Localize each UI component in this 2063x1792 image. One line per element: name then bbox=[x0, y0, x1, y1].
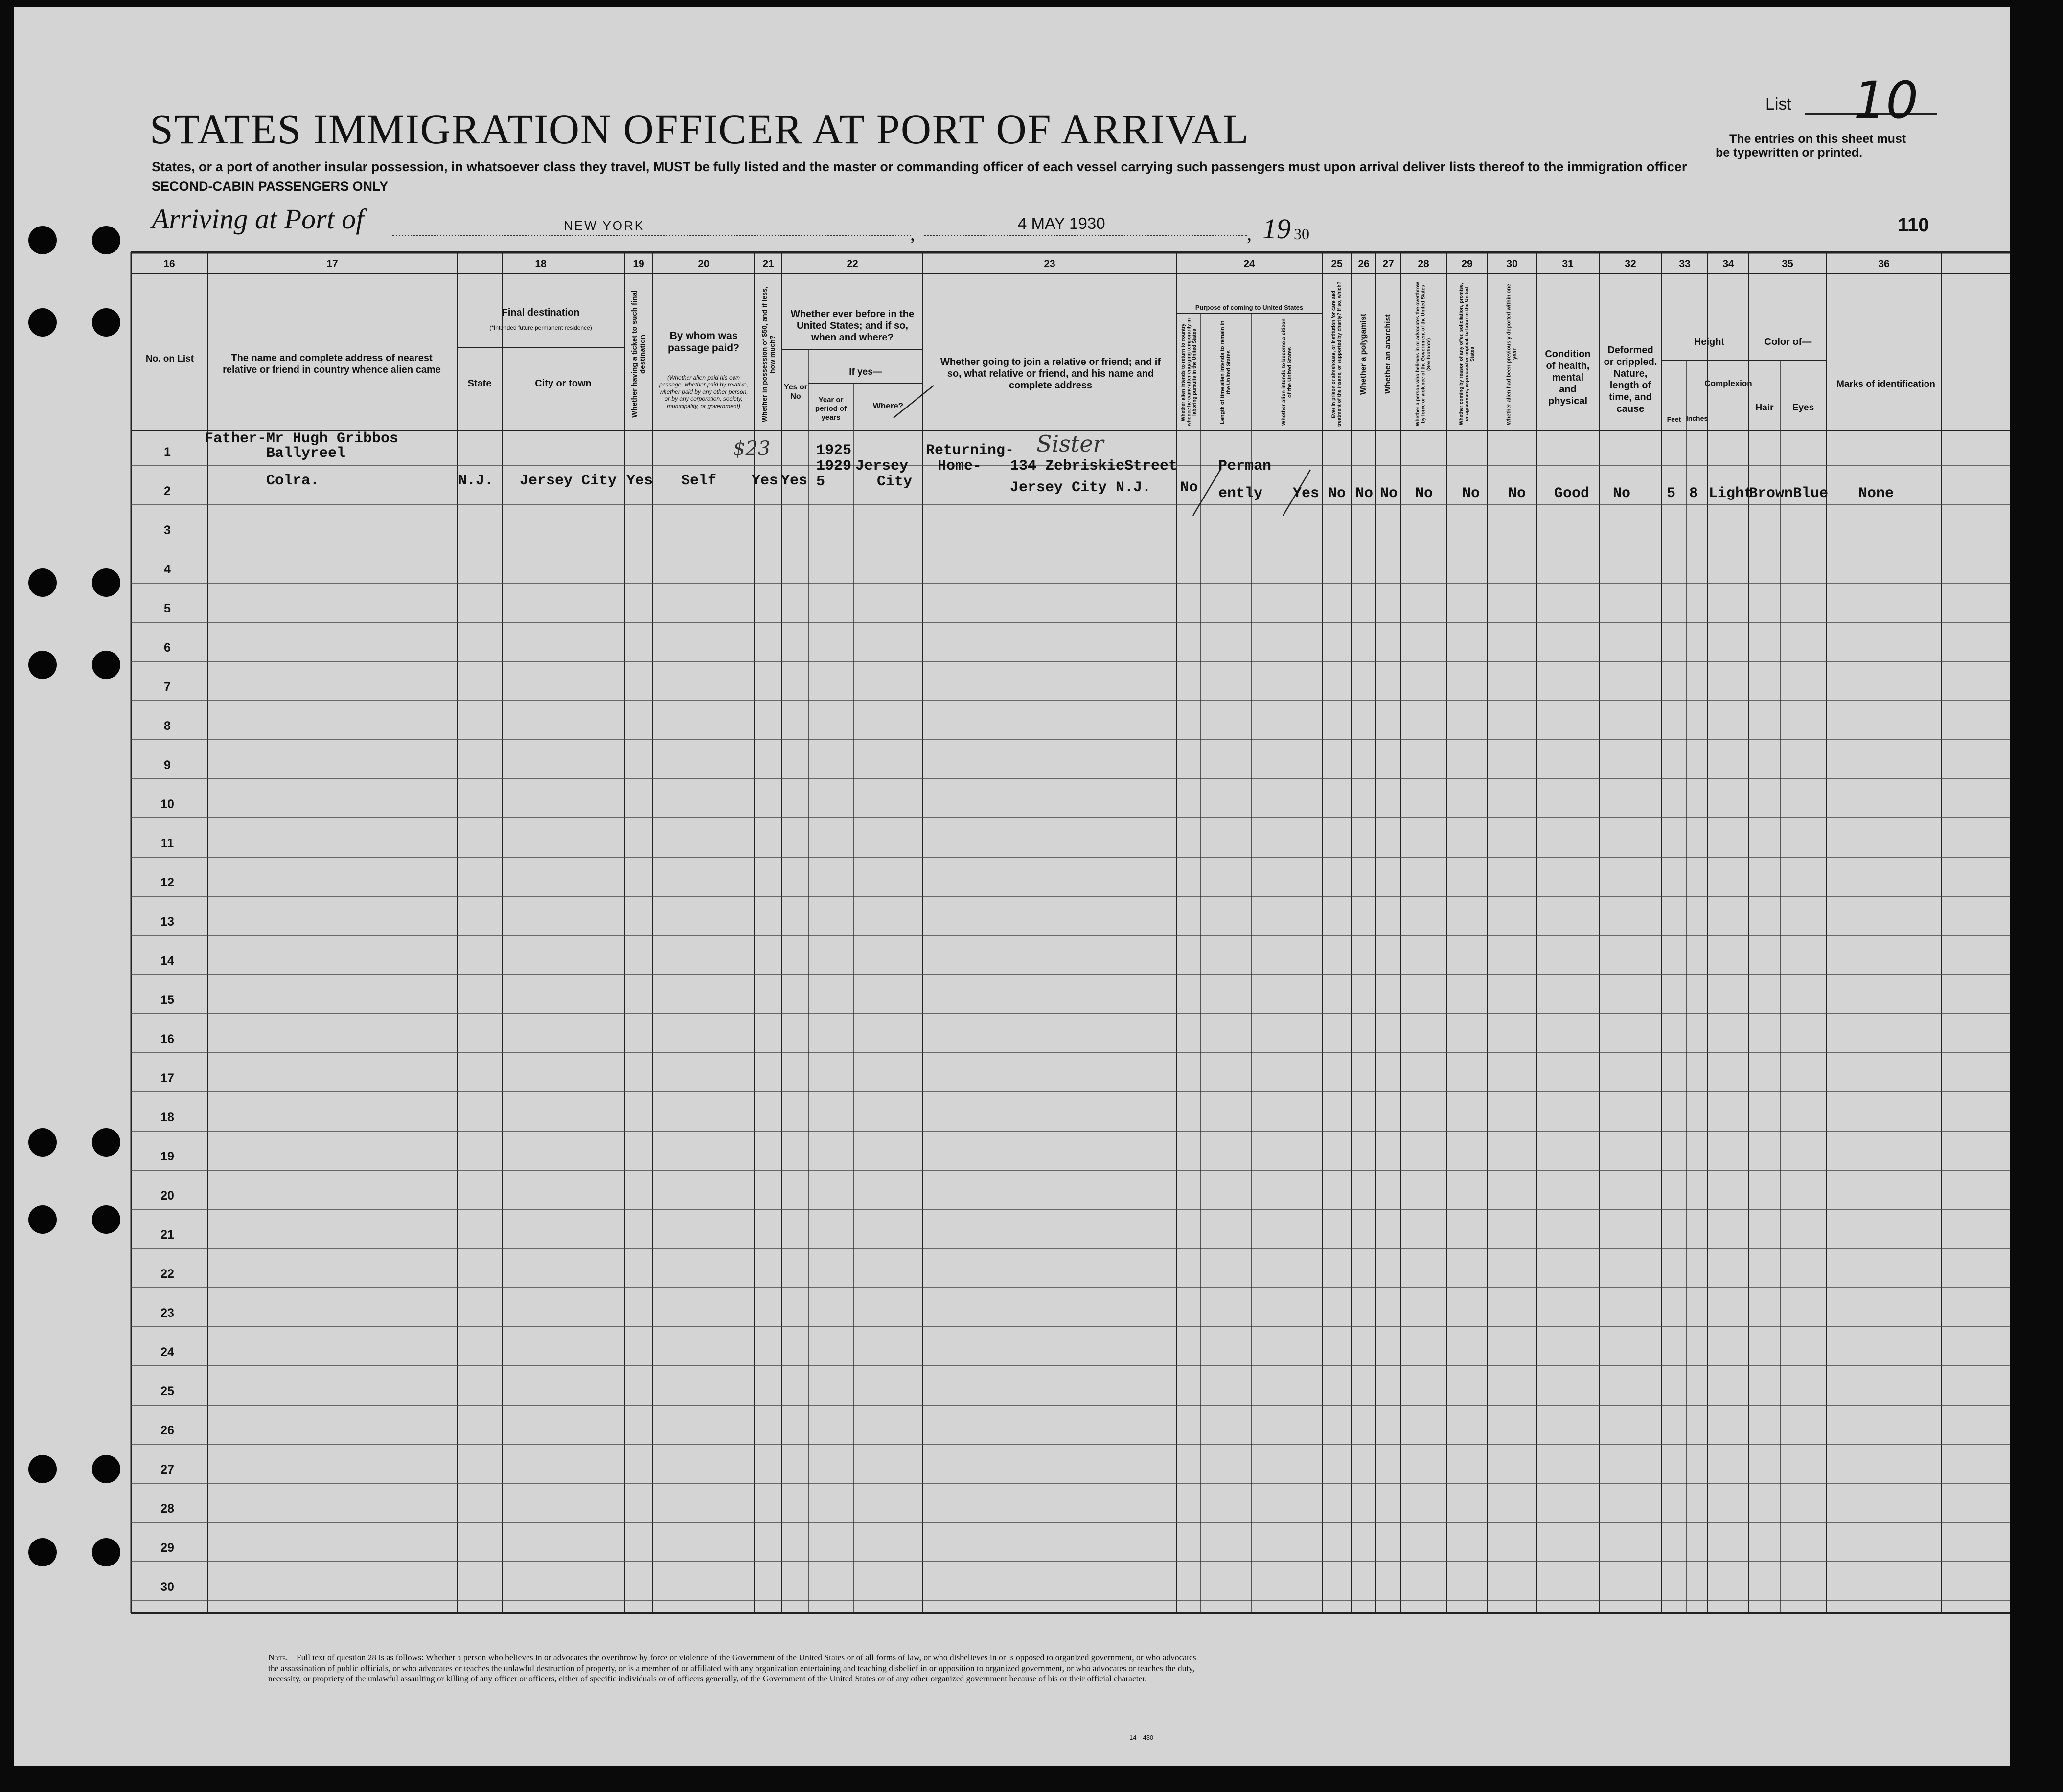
prison-answer: No bbox=[1328, 485, 1346, 502]
col-number: 36 bbox=[1878, 258, 1890, 270]
before-in-us: Yes bbox=[781, 473, 808, 489]
class-label: SECOND-CABIN PASSENGERS ONLY bbox=[152, 179, 389, 194]
year-second: 1929 bbox=[816, 458, 852, 475]
footnote bbox=[268, 1653, 1208, 1684]
overthrow-answer: No bbox=[1415, 485, 1433, 502]
row-number: 10 bbox=[160, 797, 174, 811]
length-stay-1: Perman bbox=[1218, 458, 1272, 475]
arriving-label: Arriving at Port of bbox=[152, 203, 364, 235]
year-period: 5 bbox=[816, 474, 825, 490]
col-header-color: Color of— bbox=[1764, 337, 1812, 347]
col-number: 29 bbox=[1461, 258, 1473, 270]
table-grid bbox=[14, 7, 2010, 1766]
join-relation-handwritten: Sister bbox=[1036, 431, 1104, 457]
col-number: 27 bbox=[1382, 258, 1394, 270]
col-header-height: Height bbox=[1694, 337, 1725, 347]
join-address-2: Jersey City N.J. bbox=[1010, 479, 1151, 496]
length-stay-2: ently bbox=[1218, 485, 1263, 502]
dest-city: Jersey City bbox=[520, 473, 617, 489]
col-header-length-stay: Length of time alien intends to remain in the United States bbox=[1219, 320, 1232, 424]
col-number: 22 bbox=[847, 258, 858, 270]
row-number: 25 bbox=[160, 1384, 174, 1398]
col-header-yes-or-no: Yes or No bbox=[783, 383, 808, 401]
manifest-sheet bbox=[14, 7, 2010, 1766]
form-number: 14—430 bbox=[1129, 1734, 1154, 1741]
join-address-1: 134 ZebriskieStreet bbox=[1010, 458, 1178, 475]
row-number: 13 bbox=[160, 915, 174, 929]
col-number: 32 bbox=[1625, 258, 1636, 270]
row-number: 17 bbox=[160, 1071, 174, 1085]
row-number: 12 bbox=[160, 876, 174, 889]
row-number: 27 bbox=[160, 1463, 174, 1476]
row-number: 15 bbox=[160, 993, 174, 1007]
row-number: 11 bbox=[160, 837, 174, 850]
col-header-deported: Whether alien had been previously deported within one year bbox=[1506, 283, 1518, 425]
col-header-citizen: Whether alien intends to become a citizen of the United States bbox=[1281, 318, 1293, 426]
row-number: 28 bbox=[160, 1502, 174, 1516]
page-title: STATES IMMIGRATION OFFICER AT PORT OF ARRIVAL bbox=[150, 106, 1250, 153]
col-number: 31 bbox=[1562, 258, 1574, 270]
row-number: 6 bbox=[164, 641, 171, 655]
money-handwritten: $23 bbox=[733, 437, 771, 460]
col-header-inches: Inches bbox=[1686, 414, 1708, 422]
col-number: 18 bbox=[535, 258, 547, 270]
col-number: 17 bbox=[326, 258, 338, 270]
col-header-fifty-dollars: Whether in possession of $50, and if less, how much? bbox=[760, 286, 776, 422]
col-header-marks: Marks of identification bbox=[1836, 379, 1935, 389]
comma: , bbox=[910, 223, 915, 245]
relative-name: Father-Mr Hugh Gribbos bbox=[205, 431, 399, 447]
col-header-feet: Feet bbox=[1667, 415, 1681, 423]
row-number: 3 bbox=[164, 523, 171, 537]
col-number: 23 bbox=[1044, 258, 1055, 270]
list-label: List bbox=[1765, 95, 1791, 113]
row-number: 16 bbox=[160, 1032, 174, 1046]
header-instructions: States, or a port of another insular possession, in whatsoever class they travel, MUST be fully listed and the master or commanding officer of each vessel carrying such passengers must upon arrival deliver lists thereof to the immigration officer bbox=[152, 159, 1687, 174]
col-header-final-destination-note: (*Intended future permanent residence) bbox=[489, 324, 592, 331]
row-number: 1 bbox=[164, 445, 171, 459]
typewritten-notice-1: The entries on this sheet must bbox=[1729, 132, 1906, 146]
complexion-answer: Light bbox=[1709, 485, 1753, 502]
row-number: 21 bbox=[160, 1228, 174, 1242]
col-header-return-country: Whether alien intends to return to country whence he came after engaging temporarily in laboring pursuits in the United States bbox=[1180, 318, 1197, 427]
polygamist-answer: No bbox=[1355, 485, 1374, 502]
col-header-eyes: Eyes bbox=[1792, 402, 1814, 413]
typewritten-notice-2: be typewritten or printed. bbox=[1716, 146, 1863, 159]
relative-town: Ballyreel bbox=[266, 445, 346, 462]
row-number: 5 bbox=[164, 602, 171, 615]
row-number: 4 bbox=[164, 563, 171, 576]
money-fifty: Yes bbox=[752, 473, 779, 489]
where-line1: Jersey bbox=[855, 458, 909, 475]
intends-citizen: Yes bbox=[1293, 485, 1320, 502]
col-header-passage-note: (Whether alien paid his own passage, whether paid by relative, whether paid by any other person, or by any corporation, society, municipality, or government) bbox=[659, 374, 749, 409]
where-line2: City bbox=[877, 474, 913, 490]
date-stamp: 4 MAY 1930 bbox=[1018, 214, 1105, 232]
passage-paid-by: Self bbox=[681, 473, 717, 489]
col-number: 20 bbox=[698, 258, 710, 270]
col-number: 30 bbox=[1506, 258, 1518, 270]
row-number: 22 bbox=[160, 1267, 174, 1281]
row-number: 2 bbox=[164, 484, 171, 498]
col-header-polygamist: Whether a polygamist bbox=[1359, 313, 1368, 395]
dest-state: N.J. bbox=[458, 473, 494, 489]
row-number: 7 bbox=[164, 680, 171, 694]
col-header-deformed: Deformed or crippled. Nature, length of time, and cause bbox=[1604, 345, 1657, 414]
deformed-answer: No bbox=[1613, 485, 1631, 502]
col-number: 19 bbox=[633, 258, 644, 270]
has-ticket: Yes bbox=[626, 473, 653, 489]
row-number: 8 bbox=[164, 719, 171, 733]
col-header-no-on-list: No. on List bbox=[145, 353, 194, 364]
join-note-1: Returning- bbox=[926, 442, 1014, 459]
col-number: 28 bbox=[1418, 258, 1429, 270]
port-name: NEW YORK bbox=[564, 218, 645, 233]
list-number: 10 bbox=[1854, 70, 1919, 130]
col-number: 25 bbox=[1331, 258, 1343, 270]
col-header-passage-paid: By whom was passage paid? bbox=[668, 330, 739, 354]
year-prefix: 19 bbox=[1262, 213, 1291, 245]
col-header-purpose: Purpose of coming to United States bbox=[1195, 304, 1304, 312]
col-header-relative: The name and complete address of nearest relative or friend in country whence alien came bbox=[223, 353, 441, 375]
join-note-2: Home- bbox=[938, 458, 982, 475]
col-header-state: State bbox=[467, 378, 492, 389]
footnote-text: —Full text of question 28 is as follows: Whether a person who believes in or advocates the overthrow by force or violence of the Government of the United States or of all forms of law, or who disbelieves in or is opposed to organized government, or who advocates the assassination of public officials, or who advocates or teaches the unlawful destruction of property, or is a member of or affiliated with any organization entertaining and teaching disbelief in or opposition to organized government, or who advocates or teaches the duty, necessity, or propriety of the unlawful assaulting or killing of any officer or officers, either of specific individuals or of officers generally, of the Government of the United States or of any other organized government because of his or their official character. bbox=[268, 1653, 1196, 1684]
col-number: 26 bbox=[1358, 258, 1370, 270]
col-header-if-yes: If yes— bbox=[849, 366, 882, 377]
col-header-where: Where? bbox=[872, 401, 904, 410]
page-number: 110 bbox=[1898, 214, 1929, 236]
return-country: No bbox=[1180, 479, 1198, 496]
footnote-lead: Note. bbox=[268, 1653, 288, 1662]
col-number: 21 bbox=[762, 258, 774, 270]
col-number: 16 bbox=[163, 258, 175, 270]
col-header-join-relative: Whether going to join a relative or friend; and if so, what relative or friend, and his name and complete address bbox=[940, 357, 1161, 391]
col-number: 34 bbox=[1722, 258, 1734, 270]
col-header-health: Condition of health, mental and physical bbox=[1545, 349, 1591, 407]
row-number: 18 bbox=[160, 1111, 174, 1124]
row-number: 9 bbox=[164, 758, 171, 772]
col-header-overthrow: Whether a person who believes in or advocates the overthrow by force or violence of the Government of the United States (See footnote) bbox=[1415, 282, 1432, 427]
deported-answer: No bbox=[1508, 485, 1526, 502]
col-number: 33 bbox=[1679, 258, 1691, 270]
marks-answer: None bbox=[1858, 485, 1894, 502]
col-header-prison: Ever in prison or almshouse, or institution for care and treatment of the insane, or supported by charity? If so, which? bbox=[1331, 281, 1342, 427]
col-header-before-in-us: Whether ever before in the United States; and if so, when and where? bbox=[790, 309, 915, 343]
row-number: 23 bbox=[160, 1306, 174, 1320]
row-number: 19 bbox=[160, 1150, 174, 1163]
col-header-anarchist: Whether an anarchist bbox=[1383, 314, 1392, 394]
anarchist-answer: No bbox=[1380, 485, 1398, 502]
year-first: 1925 bbox=[816, 442, 852, 459]
col-header-final-destination: Final destination bbox=[502, 307, 580, 318]
row-number: 30 bbox=[160, 1580, 174, 1594]
labor-offer-answer: No bbox=[1462, 485, 1480, 502]
col-header-ticket: Whether having a ticket to such final destination bbox=[630, 290, 647, 418]
row-number: 20 bbox=[160, 1189, 174, 1202]
health-answer: Good bbox=[1554, 485, 1590, 502]
comma: , bbox=[1247, 223, 1252, 245]
height-feet: 5 bbox=[1667, 485, 1676, 502]
relative-county: Colra. bbox=[266, 473, 320, 489]
col-header-hair: Hair bbox=[1755, 402, 1774, 413]
col-header-year: Year or period of years bbox=[815, 396, 847, 422]
row-number: 14 bbox=[160, 954, 174, 968]
col-header-labor-offer: Whether coming by reason of any offer, solicitation, promise, or agreement, expressed or implied, to labor in the United States bbox=[1458, 283, 1475, 426]
year-suffix: 30 bbox=[1294, 225, 1309, 243]
col-number: 24 bbox=[1243, 258, 1255, 270]
col-number: 35 bbox=[1782, 258, 1793, 270]
row-number: 29 bbox=[160, 1541, 174, 1555]
col-header-city: City or town bbox=[535, 378, 592, 389]
eyes-answer: Blue bbox=[1793, 485, 1829, 502]
col-header-complexion: Complexion bbox=[1704, 378, 1752, 388]
row-number: 26 bbox=[160, 1424, 174, 1437]
height-inches: 8 bbox=[1689, 485, 1698, 502]
hair-answer: Brown bbox=[1749, 485, 1793, 502]
row-number: 24 bbox=[160, 1345, 174, 1359]
